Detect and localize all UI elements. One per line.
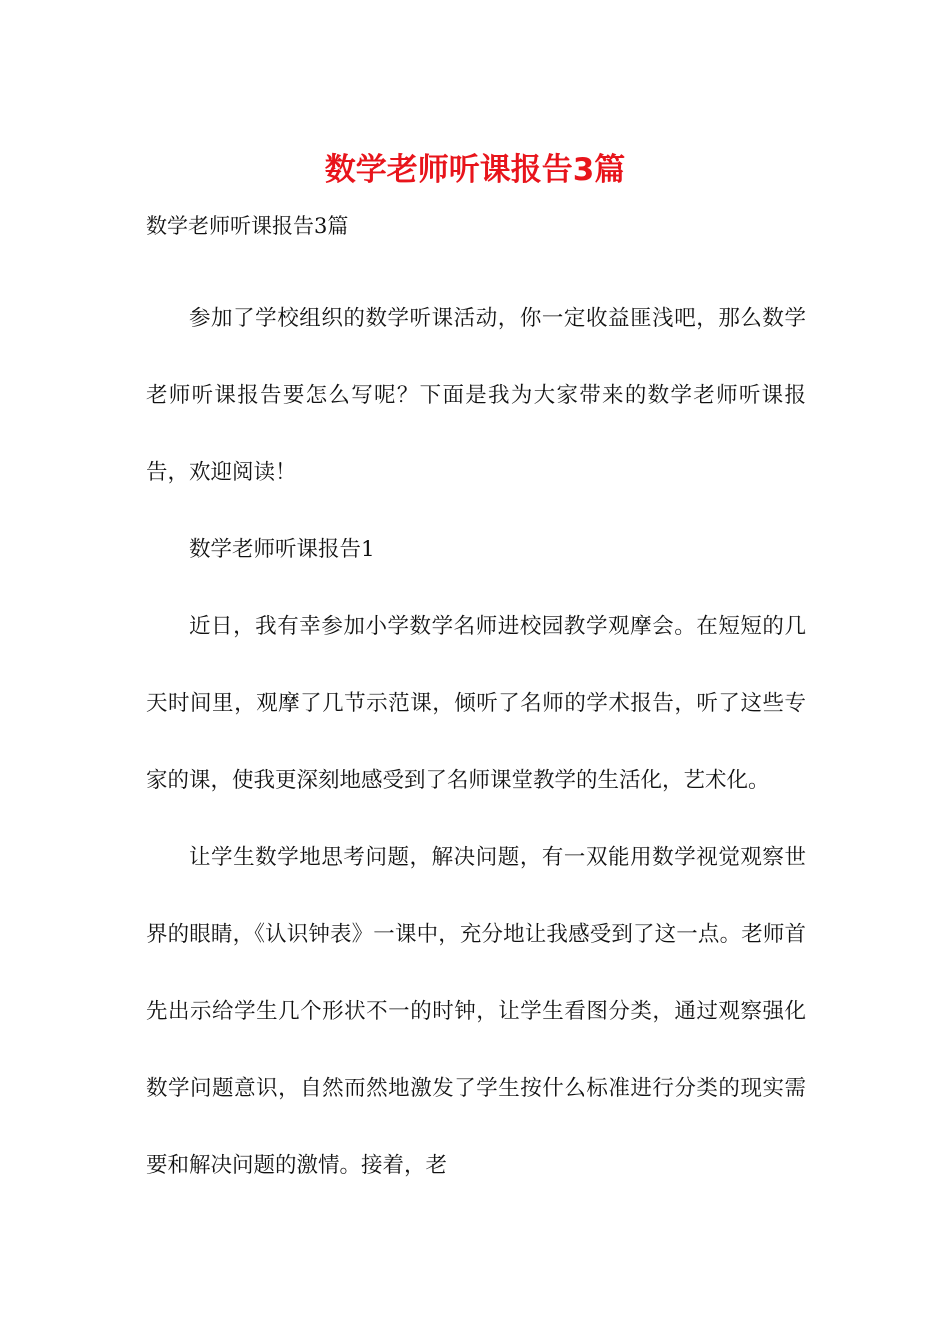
document-title: 数学老师听课报告3篇 <box>324 152 626 188</box>
document-body <box>146 280 806 1204</box>
section-heading: 数学老师听课报告1 <box>189 537 375 562</box>
intro-paragraph: 参加了学校组织的数学听课活动，你一定收益匪浅吧，那么数学老师听课报告要怎么写呢？下面是我为大家带来的数学老师听课报告，欢迎阅读！ <box>146 306 806 485</box>
body-paragraph: 让学生数学地思考问题，解决问题，有一双能用数学视觉观察世界的眼睛，《认识钟表》一课中，充分地让我感受到了这一点。老师首先出示给学生几个形状不一的时钟，让学生看图分类，通过观察强化数学问题意识，自然而然地激发了学生按什么标准进行分类的现实需要和解决问题的激情。接着，老 <box>146 845 806 1178</box>
document-subtitle: 数学老师听课报告3篇 <box>146 214 349 238</box>
body-paragraph: 近日，我有幸参加小学数学名师进校园教学观摩会。在短短的几天时间里，观摩了几节示范课，倾听了名师的学术报告，听了这些专家的课，使我更深刻地感受到了名师课堂教学的生活化，艺术化。 <box>146 614 806 793</box>
